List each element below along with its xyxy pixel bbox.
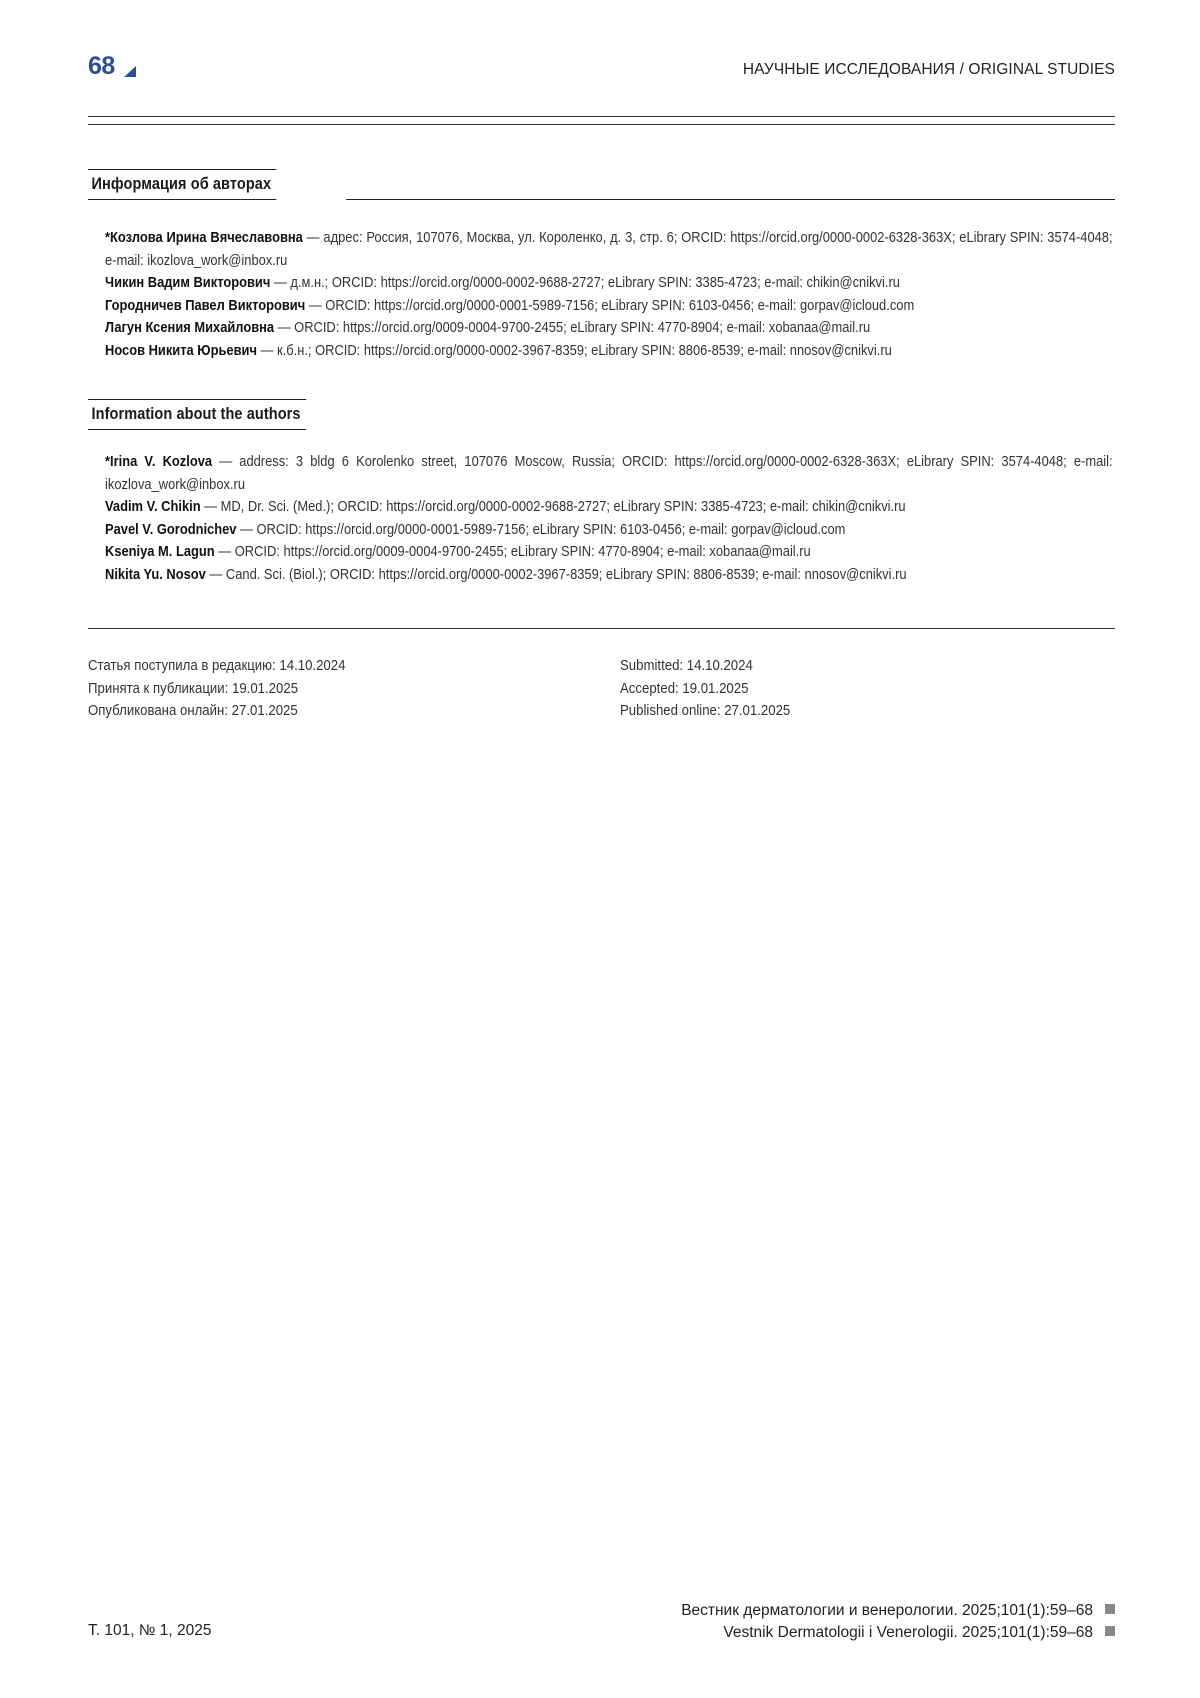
author-details: — адрес: Россия, 107076, Москва, ул. Короленко, д. 3, стр. 6; ORCID: https://orcid.org/0000-0002-6328-363X; eLibrary SPIN: 3574-4048; e-mail: ikozlova_work@inbox.ru <box>105 229 1113 269</box>
author-name: Чикин Вадим Викторович <box>105 274 271 291</box>
author-entry <box>105 519 1113 542</box>
author-details: — Cand. Sci. (Biol.); ORCID: https://orcid.org/0000-0002-3967-8359; eLibrary SPIN: 8806-8539; e-mail: nnosov@cnikvi.ru <box>205 565 907 583</box>
author-entry <box>105 451 1113 496</box>
author-name: Vadim V. Chikin <box>105 498 201 515</box>
square-bullet-icon <box>1105 1604 1115 1614</box>
header-rule-top <box>88 116 1115 117</box>
author-details: — ORCID: https://orcid.org/0000-0001-5989-7156; eLibrary SPIN: 6103-0456; e-mail: gorpav@icloud.com <box>236 520 846 538</box>
author-name: Городничев Павел Викторович <box>105 296 306 314</box>
author-entry <box>105 272 1113 295</box>
dates-en <box>620 655 814 723</box>
author-details: — ORCID: https://orcid.org/0000-0001-5989-7156; eLibrary SPIN: 6103-0456; e-mail: gorpav@icloud.com <box>305 296 915 314</box>
author-details: — address: 3 bldg 6 Korolenko street, 107076 Moscow, Russia; ORCID: https://orcid.org/0000-0002-6328-363X; eLibrary SPIN: 3574-4048; e-mail: ikozlova_work@inbox.ru <box>105 453 1113 493</box>
date-accepted-en: Accepted: 19.01.2025 <box>620 679 749 697</box>
header-rule-bottom <box>88 124 1115 125</box>
date-submitted-ru: Статья поступила в редакцию: 14.10.2024 <box>88 657 346 674</box>
date-published-en: Published online: 27.01.2025 <box>620 702 791 719</box>
author-list-ru <box>105 227 1115 362</box>
author-details: — ORCID: https://orcid.org/0009-0004-9700-2455; eLibrary SPIN: 4770-8904; e-mail: xobanaa@mail.ru <box>274 319 871 336</box>
corner-triangle-icon <box>124 66 136 77</box>
author-entry <box>105 564 1113 587</box>
author-entry <box>105 295 1113 318</box>
dates-ru <box>88 655 381 723</box>
author-details: — ORCID: https://orcid.org/0009-0004-9700-2455; eLibrary SPIN: 4770-8904; e-mail: xobanaa@mail.ru <box>214 543 811 560</box>
footer-volume: Т. 101, № 1, 2025 <box>88 1622 212 1639</box>
section-title-en: Information about the authors <box>88 399 306 430</box>
square-bullet-icon <box>1105 1626 1115 1636</box>
author-details: — к.б.н.; ORCID: https://orcid.org/0000-0002-3967-8359; eLibrary SPIN: 8806-8539; e-mail: nnosov@cnikvi.ru <box>256 341 892 359</box>
author-name: *Irina V. Kozlova <box>105 453 213 470</box>
author-entry <box>105 317 1113 340</box>
author-entry <box>105 496 1113 519</box>
author-name: Носов Никита Юрьевич <box>105 341 257 359</box>
author-name: *Козлова Ирина Вячеславовна <box>105 229 303 246</box>
author-entry <box>105 340 1113 363</box>
author-details: — д.м.н.; ORCID: https://orcid.org/0000-0002-9688-2727; eLibrary SPIN: 3385-4723; e-mail: chikin@cnikvi.ru <box>270 274 900 291</box>
author-entry <box>105 227 1113 272</box>
dates-divider <box>88 628 1115 629</box>
author-details: — MD, Dr. Sci. (Med.); ORCID: https://orcid.org/0000-0002-9688-2727; eLibrary SPIN: 3385-4723; e-mail: chikin@cnikvi.ru <box>200 498 906 515</box>
author-name: Kseniya M. Lagun <box>105 543 215 560</box>
date-accepted-ru: Принята к публикации: 19.01.2025 <box>88 679 299 697</box>
running-header: НАУЧНЫЕ ИССЛЕДОВАНИЯ / ORIGINAL STUDIES <box>742 61 1115 78</box>
author-name: Nikita Yu. Nosov <box>105 565 206 583</box>
date-published-ru: Опубликована онлайн: 27.01.2025 <box>88 702 298 719</box>
author-name: Pavel V. Gorodnichev <box>105 520 237 538</box>
date-submitted-en: Submitted: 14.10.2024 <box>620 657 753 674</box>
footer-journal-en: Vestnik Dermatologii i Venerologii. 2025;101(1):59–68 <box>723 1624 1093 1641</box>
footer-citation <box>681 1600 1115 1644</box>
section-divider-ru <box>346 199 1115 200</box>
author-list-en <box>105 451 1115 586</box>
author-entry <box>105 541 1113 564</box>
author-name: Лагун Ксения Михайловна <box>105 319 275 336</box>
page-number: 68 <box>88 52 115 80</box>
footer-journal-ru: Вестник дерматологии и венерологии. 2025;101(1):59–68 <box>681 1602 1093 1619</box>
section-title-ru: Информация об авторах <box>88 169 276 200</box>
